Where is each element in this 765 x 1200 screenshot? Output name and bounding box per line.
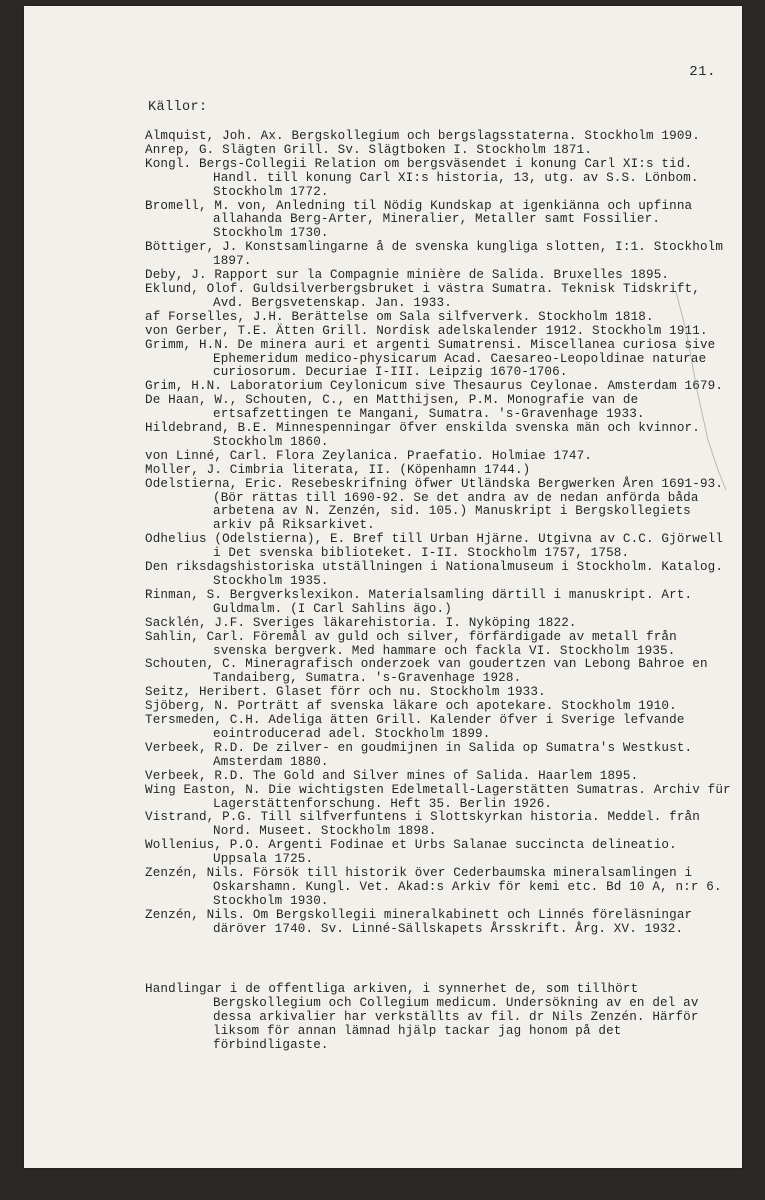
reference-list bbox=[145, 130, 737, 937]
reference-item: Wing Easton, N. Die wichtigsten Edelmetall-Lagerstätten Sumatras. Archiv für Lagerstättenforschung. Heft 35. Berlin 1926. bbox=[145, 782, 731, 811]
reference-item: Tersmeden, C.H. Adeliga ätten Grill. Kalender öfver i Sverige lefvande eointroducerad adel. Stockholm 1899. bbox=[145, 713, 685, 741]
reference-item: De Haan, W., Schouten, C., en Matthijsen, P.M. Monografie van de ertsafzettingen te Mangani, Sumatra. 's-Gravenhage 1933. bbox=[145, 393, 645, 422]
reference-item: von Gerber, T.E. Ätten Grill. Nordisk adelskalender 1912. Stockholm 1911. bbox=[145, 323, 708, 338]
reference-item: Deby, J. Rapport sur la Compagnie minière de Salida. Bruxelles 1895. bbox=[145, 268, 670, 283]
reference-item: Sjöberg, N. Porträtt af svenska läkare och apotekare. Stockholm 1910. bbox=[145, 699, 677, 714]
document-page bbox=[24, 6, 742, 1168]
reference-item: Verbeek, R.D. The Gold and Silver mines of Salida. Haarlem 1895. bbox=[145, 768, 639, 783]
reference-item: Hildebrand, B.E. Minnespenningar öfver enskilda svenska män och kvinnor. Stockholm 1860. bbox=[145, 421, 700, 449]
reference-item: Verbeek, R.D. De zilver- en goudmijnen in Salida op Sumatra's Westkust. Amsterdam 1880. bbox=[145, 740, 693, 769]
closing-note: Handlingar i de offentliga arkiven, i synnerhet de, som tillhört Bergskollegium och Collegium medicum. Undersökning av en del av dessa arkivalier har verkställts av fil. dr Nils Zenzén. Härför liksom för annan lämnad hjälp tackar jag honom på det förbindligaste. bbox=[145, 982, 699, 1052]
reference-item: af Forselles, J.H. Berättelse om Sala silfververk. Stockholm 1818. bbox=[145, 309, 654, 324]
reference-item: Wollenius, P.O. Argenti Fodinae et Urbs Salanae succincta delineatio. Uppsala 1725. bbox=[145, 838, 677, 867]
reference-item: Vistrand, P.G. Till silfverfuntens i Slottskyrkan historia. Meddel. från Nord. Museet. Stockholm 1898. bbox=[145, 810, 700, 839]
reference-item: Kongl. Bergs-Collegii Relation om bergsväsendet i konung Carl XI:s tid. Handl. till konung Carl XI:s historia, 13, utg. av S.S. Lönbom. Stockholm 1772. bbox=[145, 156, 699, 199]
reference-item: Eklund, Olof. Guldsilverbergsbruket i västra Sumatra. Teknisk Tidskrift, Avd. Bergsvetenskap. Jan. 1933. bbox=[145, 281, 700, 310]
reference-item: Odelstierna, Eric. Resebeskrifning öfwer Utländska Bergwerken Åren 1691-93. (Bör rättas till 1690-92. Se det andra av de nedan anförda båda arbetena av N. Zenzén, sid. 105.) Manuskript i Bergskollegiets arkiv på Riksarkivet. bbox=[145, 476, 724, 533]
reference-item: Anrep, G. Slägten Grill. Sv. Slägtboken I. Stockholm 1871. bbox=[145, 142, 593, 157]
reference-item: Sahlin, Carl. Föremål av guld och silver, förfärdigade av metall från svenska bergverk. Med hammare och fackla VI. Stockholm 1935. bbox=[145, 629, 677, 658]
reference-item: Bromell, M. von, Anledning til Nödig Kundskap at igenkiänna och upfinna allahanda Berg-Arter, Mineralier, Metaller samt Fossilier. Stockholm 1730. bbox=[145, 198, 693, 241]
reference-item: Schouten, C. Mineragrafisch onderzoek van goudertzen van Lebong Bahroe en Tandaiberg, Sumatra. 's-Gravenhage 1928. bbox=[145, 657, 708, 686]
sources-heading: Källor: bbox=[148, 100, 208, 115]
reference-item: Grim, H.N. Laboratorium Ceylonicum sive Thesaurus Ceylonae. Amsterdam 1679. bbox=[145, 379, 724, 394]
reference-item: Moller, J. Cimbria literata, II. (Köpenhamn 1744.) bbox=[145, 462, 531, 477]
reference-item: Rinman, S. Bergverkslexikon. Materialsamling därtill i manuskript. Art. Guldmalm. (I Carl Sahlins ägo.) bbox=[145, 587, 693, 616]
reference-item: Seitz, Heribert. Glaset förr och nu. Stockholm 1933. bbox=[145, 685, 546, 700]
page-number: 21. bbox=[689, 64, 716, 80]
reference-item: Den riksdagshistoriska utställningen i Nationalmuseum i Stockholm. Katalog. Stockholm 1935. bbox=[145, 560, 724, 588]
reference-item: Grimm, H.N. De minera auri et argenti Sumatrensi. Miscellanea curiosa sive Ephemeridum medico-physicarum Acad. Caesareo-Leopoldinae naturae curiosorum. Decuriae I-III. Leipzig 1670-1706. bbox=[145, 337, 716, 380]
reference-item: Zenzén, Nils. Försök till historik över Cederbaumska mineralsamlingen i Oskarshamn. Kungl. Vet. Akad:s Arkiv för kemi etc. Bd 10 A, n:r 6. Stockholm 1930. bbox=[145, 866, 722, 908]
reference-item: Zenzén, Nils. Om Bergskollegii mineralkabinett och Linnés föreläsningar däröver 1740. Sv. Linné-Sällskapets Årsskrift. Årg. XV. 1932. bbox=[145, 907, 693, 936]
reference-item: Almquist, Joh. Ax. Bergskollegium och bergslagsstaterna. Stockholm 1909. bbox=[145, 129, 700, 143]
reference-item: Sacklén, J.F. Sveriges läkarehistoria. I. Nyköping 1822. bbox=[145, 615, 577, 630]
reference-item: von Linné, Carl. Flora Zeylanica. Praefatio. Holmiae 1747. bbox=[145, 448, 593, 463]
reference-item: Böttiger, J. Konstsamlingarne å de svenska kungliga slotten, I:1. Stockholm 1897. bbox=[145, 240, 724, 269]
reference-item: Odhelius (Odelstierna), E. Bref till Urban Hjärne. Utgivna av C.C. Gjörwell i Det svenska biblioteket. I-II. Stockholm 1757, 1758. bbox=[145, 532, 724, 561]
